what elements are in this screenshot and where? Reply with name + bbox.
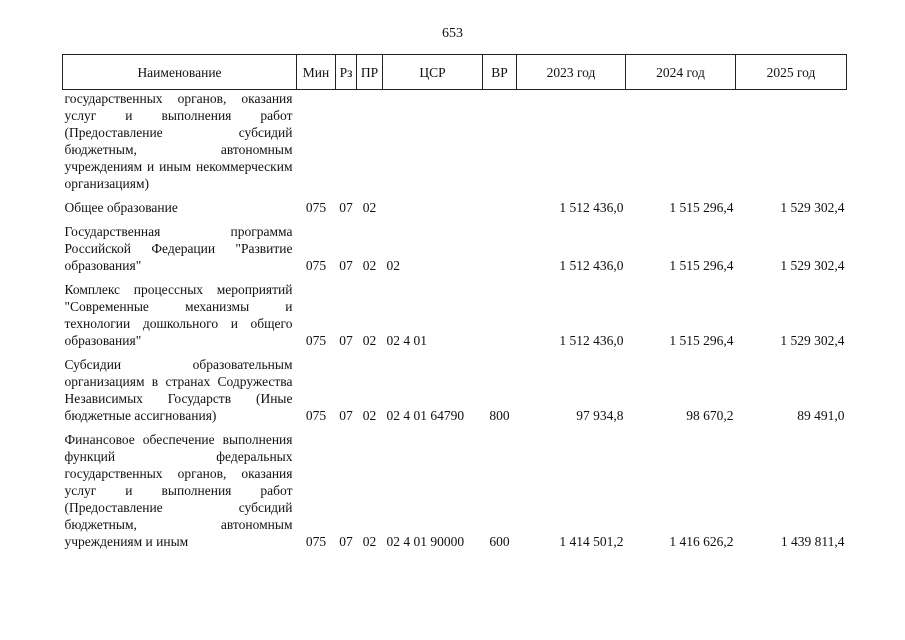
row-min: 075 — [305, 258, 327, 273]
row-pr: 02 — [362, 408, 377, 423]
row-vr: 800 — [489, 408, 510, 423]
row-name: государственных органов, оказания услуг и выполнения работ (Предоставление субсидий бюджетным, автономным учреждениям и иным некоммерческим организациям) — [64, 91, 293, 191]
row-2024: 1 416 626,2 — [669, 534, 734, 549]
row-vr — [483, 281, 517, 356]
header-name: Наименование — [63, 55, 297, 90]
row-vr — [483, 223, 517, 281]
row-rz: 07 — [339, 534, 353, 549]
budget-table — [62, 54, 847, 550]
row-min: 075 — [305, 534, 327, 549]
row-rz — [336, 90, 357, 200]
row-pr: 02 — [362, 534, 377, 549]
row-rz: 07 — [339, 408, 353, 423]
row-vr — [483, 199, 517, 223]
table-row — [63, 356, 847, 431]
row-pr — [357, 90, 383, 200]
row-rz: 07 — [339, 258, 353, 273]
table-row — [63, 90, 847, 200]
row-2024: 98 670,2 — [686, 408, 734, 423]
table-row — [63, 199, 847, 223]
header-csr: ЦСР — [383, 55, 483, 90]
row-pr: 02 — [362, 333, 377, 348]
row-2023: 1 512 436,0 — [559, 333, 624, 348]
header-pr: ПР — [357, 55, 383, 90]
row-2023 — [517, 90, 626, 200]
row-2025: 1 439 811,4 — [780, 534, 845, 549]
row-2024 — [626, 90, 736, 200]
row-csr: 02 4 01 64790 — [386, 408, 465, 423]
table-header — [63, 55, 847, 90]
row-name: Общее образование — [64, 200, 178, 215]
header-year-2024: 2024 год — [626, 55, 736, 90]
row-name: Субсидии образовательным организациям в странах Содружества Независимых Государств (Иные бюджетные ассигнования) — [64, 357, 293, 423]
row-2025: 1 529 302,4 — [780, 333, 845, 348]
row-2025 — [736, 90, 847, 200]
row-name: Финансовое обеспечение выполнения функций федеральных государственных органов, оказания услуг и выполнения работ (Предоставление субсидий бюджетным, автономным учреждениям и иным — [64, 432, 293, 549]
row-2023: 1 512 436,0 — [559, 200, 624, 215]
row-min: 075 — [305, 408, 327, 423]
table-row — [63, 281, 847, 356]
row-rz: 07 — [339, 333, 353, 348]
header-rz: Рз — [336, 55, 357, 90]
row-min: 075 — [305, 333, 327, 348]
page-number: 653 — [442, 26, 463, 41]
header-year-2025: 2025 год — [736, 55, 847, 90]
row-vr — [483, 90, 517, 200]
row-2025: 89 491,0 — [797, 408, 845, 423]
row-2024: 1 515 296,4 — [669, 258, 734, 273]
row-name: Государственная программа Российской Федерации "Развитие образования" — [64, 224, 293, 273]
row-csr — [383, 199, 483, 223]
row-2024: 1 515 296,4 — [669, 200, 734, 215]
row-min: 075 — [305, 200, 327, 215]
row-2025: 1 529 302,4 — [780, 200, 845, 215]
row-csr: 02 4 01 — [386, 333, 427, 348]
row-csr: 02 4 01 90000 — [386, 534, 465, 549]
row-2025: 1 529 302,4 — [780, 258, 845, 273]
row-vr: 600 — [489, 534, 510, 549]
table-row — [63, 431, 847, 550]
header-year-2023: 2023 год — [517, 55, 626, 90]
row-min — [297, 90, 336, 200]
row-csr — [383, 90, 483, 200]
row-csr: 02 — [386, 258, 400, 273]
row-pr: 02 — [362, 200, 377, 215]
row-name: Комплекс процессных мероприятий "Современные механизмы и технологии дошкольного и общего образования" — [64, 282, 293, 348]
table-body — [63, 90, 847, 551]
row-2023: 97 934,8 — [576, 408, 624, 423]
row-2024: 1 515 296,4 — [669, 333, 734, 348]
row-2023: 1 414 501,2 — [559, 534, 624, 549]
row-rz: 07 — [339, 200, 353, 215]
header-min: Мин — [297, 55, 336, 90]
header-vr: ВР — [483, 55, 517, 90]
row-pr: 02 — [362, 258, 377, 273]
table-row — [63, 223, 847, 281]
row-2023: 1 512 436,0 — [559, 258, 624, 273]
